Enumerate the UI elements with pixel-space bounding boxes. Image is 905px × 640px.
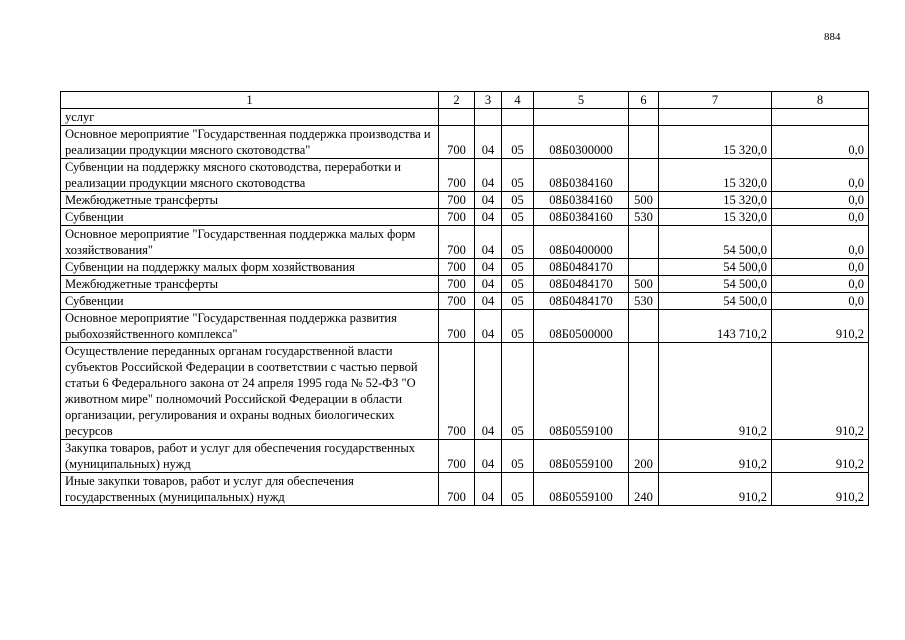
row-amount-total: 54 500,0 <box>659 293 772 310</box>
row-ministry-code: 700 <box>439 209 475 226</box>
col-header-8: 8 <box>772 92 869 109</box>
row-amount-total: 15 320,0 <box>659 209 772 226</box>
row-subsection: 05 <box>502 293 534 310</box>
row-amount-total: 15 320,0 <box>659 159 772 192</box>
row-subsection: 05 <box>502 440 534 473</box>
row-section: 04 <box>475 159 502 192</box>
row-expense-type <box>629 259 659 276</box>
row-subsection: 05 <box>502 226 534 259</box>
row-name: Основное мероприятие "Государственная поддержка развития рыбохозяйственного комплекса" <box>61 310 439 343</box>
row-expense-type <box>629 159 659 192</box>
row-name: Закупка товаров, работ и услуг для обеспечения государственных (муниципальных) нужд <box>61 440 439 473</box>
row-ministry-code <box>439 109 475 126</box>
row-expense-type: 200 <box>629 440 659 473</box>
row-amount-total: 910,2 <box>659 440 772 473</box>
row-subsection: 05 <box>502 276 534 293</box>
table-row <box>61 209 869 226</box>
row-expense-type <box>629 226 659 259</box>
row-amount-federal: 910,2 <box>772 343 869 440</box>
row-amount-federal: 910,2 <box>772 440 869 473</box>
row-subsection: 05 <box>502 473 534 506</box>
row-ministry-code: 700 <box>439 276 475 293</box>
row-name: Межбюджетные трансферты <box>61 276 439 293</box>
row-amount-federal: 0,0 <box>772 259 869 276</box>
row-target-article: 08Б0484170 <box>534 276 629 293</box>
row-amount-total <box>659 109 772 126</box>
row-ministry-code: 700 <box>439 293 475 310</box>
row-amount-federal: 0,0 <box>772 209 869 226</box>
row-subsection: 05 <box>502 310 534 343</box>
row-amount-total: 54 500,0 <box>659 259 772 276</box>
row-target-article: 08Б0384160 <box>534 192 629 209</box>
row-expense-type <box>629 109 659 126</box>
row-amount-total: 910,2 <box>659 473 772 506</box>
table-row <box>61 109 869 126</box>
row-amount-total: 15 320,0 <box>659 192 772 209</box>
row-section <box>475 109 502 126</box>
row-name: Основное мероприятие "Государственная поддержка малых форм хозяйствования" <box>61 226 439 259</box>
row-amount-federal: 910,2 <box>772 473 869 506</box>
budget-table <box>60 91 869 506</box>
row-amount-federal <box>772 109 869 126</box>
row-expense-type <box>629 310 659 343</box>
row-expense-type <box>629 126 659 159</box>
table-row <box>61 440 869 473</box>
page-number: 884 <box>824 31 841 43</box>
row-amount-federal: 0,0 <box>772 126 869 159</box>
row-subsection: 05 <box>502 209 534 226</box>
col-header-7: 7 <box>659 92 772 109</box>
row-name: Субвенции <box>61 209 439 226</box>
row-ministry-code: 700 <box>439 310 475 343</box>
row-subsection: 05 <box>502 192 534 209</box>
row-expense-type <box>629 343 659 440</box>
row-subsection: 05 <box>502 159 534 192</box>
row-ministry-code: 700 <box>439 226 475 259</box>
col-header-3: 3 <box>475 92 502 109</box>
row-expense-type: 530 <box>629 209 659 226</box>
table-row <box>61 159 869 192</box>
table-row <box>61 293 869 310</box>
row-name: Осуществление переданных органам государственной власти субъектов Российской Федерации в соответствии с частью первой статьи 6 Федерального закона от 24 апреля 1995 года № 52-ФЗ "О животном мире" полномочий Российской Федерации в области организации, регулирования и охраны водных биологических ресурсов <box>61 343 439 440</box>
row-section: 04 <box>475 310 502 343</box>
row-section: 04 <box>475 226 502 259</box>
row-amount-total: 143 710,2 <box>659 310 772 343</box>
row-ministry-code: 700 <box>439 440 475 473</box>
row-ministry-code: 700 <box>439 192 475 209</box>
row-amount-federal: 0,0 <box>772 159 869 192</box>
row-section: 04 <box>475 276 502 293</box>
row-expense-type: 500 <box>629 276 659 293</box>
row-amount-federal: 910,2 <box>772 310 869 343</box>
table-row <box>61 259 869 276</box>
row-ministry-code: 700 <box>439 343 475 440</box>
row-section: 04 <box>475 473 502 506</box>
row-amount-total: 54 500,0 <box>659 276 772 293</box>
row-target-article <box>534 109 629 126</box>
col-header-4: 4 <box>502 92 534 109</box>
row-target-article: 08Б0400000 <box>534 226 629 259</box>
col-header-2: 2 <box>439 92 475 109</box>
row-name: Межбюджетные трансферты <box>61 192 439 209</box>
row-section: 04 <box>475 209 502 226</box>
row-amount-federal: 0,0 <box>772 192 869 209</box>
row-amount-federal: 0,0 <box>772 226 869 259</box>
row-subsection: 05 <box>502 259 534 276</box>
table-row <box>61 343 869 440</box>
row-subsection <box>502 109 534 126</box>
table-row <box>61 226 869 259</box>
row-target-article: 08Б0300000 <box>534 126 629 159</box>
table-row <box>61 276 869 293</box>
header-row <box>61 92 869 109</box>
row-expense-type: 530 <box>629 293 659 310</box>
row-expense-type: 500 <box>629 192 659 209</box>
row-amount-total: 910,2 <box>659 343 772 440</box>
row-name: Субвенции на поддержку малых форм хозяйствования <box>61 259 439 276</box>
col-header-6: 6 <box>629 92 659 109</box>
row-section: 04 <box>475 293 502 310</box>
row-section: 04 <box>475 440 502 473</box>
row-section: 04 <box>475 259 502 276</box>
row-amount-total: 15 320,0 <box>659 126 772 159</box>
table-row <box>61 310 869 343</box>
row-target-article: 08Б0559100 <box>534 440 629 473</box>
row-target-article: 08Б0559100 <box>534 473 629 506</box>
row-target-article: 08Б0384160 <box>534 159 629 192</box>
row-section: 04 <box>475 343 502 440</box>
row-section: 04 <box>475 192 502 209</box>
table-row <box>61 473 869 506</box>
row-ministry-code: 700 <box>439 259 475 276</box>
row-amount-federal: 0,0 <box>772 276 869 293</box>
row-subsection: 05 <box>502 126 534 159</box>
col-header-1: 1 <box>61 92 439 109</box>
row-name: Основное мероприятие "Государственная поддержка производства и реализации продукции мясного скотоводства" <box>61 126 439 159</box>
row-target-article: 08Б0559100 <box>534 343 629 440</box>
row-section: 04 <box>475 126 502 159</box>
table-row <box>61 192 869 209</box>
row-ministry-code: 700 <box>439 159 475 192</box>
row-target-article: 08Б0484170 <box>534 259 629 276</box>
row-name: Субвенции <box>61 293 439 310</box>
row-amount-federal: 0,0 <box>772 293 869 310</box>
row-expense-type: 240 <box>629 473 659 506</box>
row-ministry-code: 700 <box>439 473 475 506</box>
row-subsection: 05 <box>502 343 534 440</box>
row-target-article: 08Б0484170 <box>534 293 629 310</box>
row-amount-total: 54 500,0 <box>659 226 772 259</box>
row-name: услуг <box>61 109 439 126</box>
table-row <box>61 126 869 159</box>
row-name: Иные закупки товаров, работ и услуг для обеспечения государственных (муниципальных) нужд <box>61 473 439 506</box>
row-target-article: 08Б0500000 <box>534 310 629 343</box>
col-header-5: 5 <box>534 92 629 109</box>
row-name: Субвенции на поддержку мясного скотоводства, переработки и реализации продукции мясного скотоводства <box>61 159 439 192</box>
row-target-article: 08Б0384160 <box>534 209 629 226</box>
row-ministry-code: 700 <box>439 126 475 159</box>
